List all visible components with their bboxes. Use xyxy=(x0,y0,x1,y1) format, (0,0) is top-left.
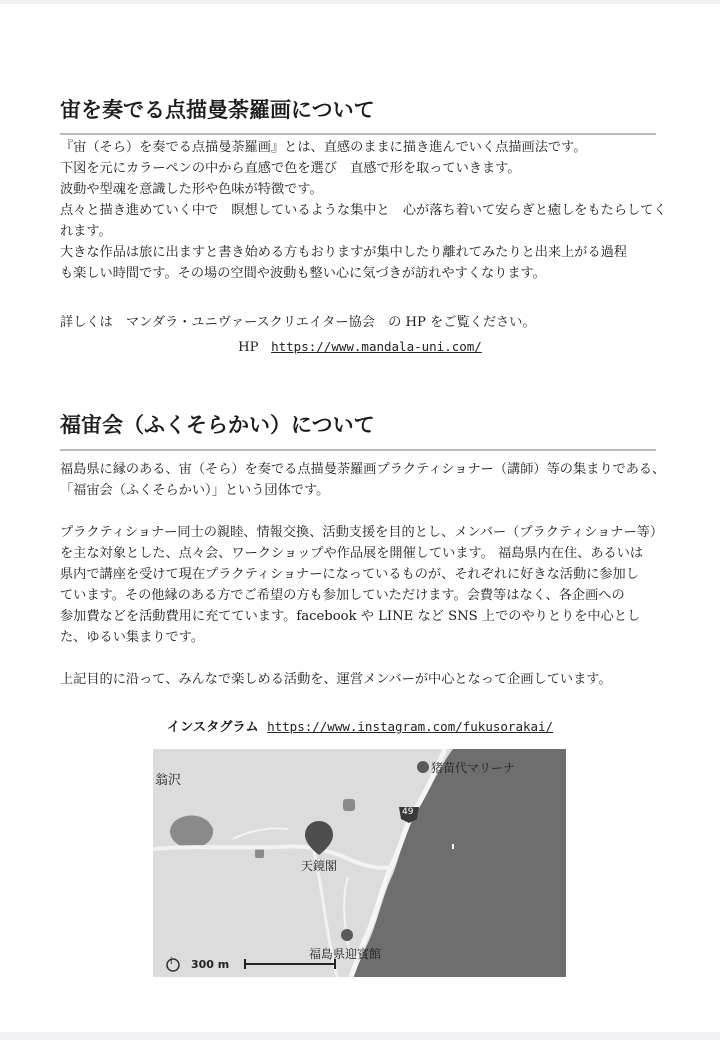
section2-line: を主な対象とした、点々会、ワークショップや作品展を開催しています。 福島県内在住、あるいは xyxy=(60,546,644,561)
label-okinazawa: 翁沢 xyxy=(155,773,182,788)
section1-body xyxy=(60,137,667,284)
details-suffix: をご覧ください。 xyxy=(430,315,536,330)
instagram-label: インスタグラム xyxy=(166,720,259,735)
section1-line: 点々と描き進めていく中で 瞑想しているような集中と 心が落ち着いて安らぎと癒しをもたらしてく xyxy=(60,203,667,218)
section1-line: 『宙（そら）を奏でる点描曼荼羅画』とは、直感のままに描き進んでいく点描画法です。 xyxy=(60,140,587,155)
details-prefix: 詳しくは マンダラ・ユニヴァースクリエイター協会 の xyxy=(60,315,402,330)
line-text: LINE xyxy=(378,609,414,624)
section2-line: 福島県に縁のある、宙（そら）を奏でる点描曼荼羅画プラクティショナー（講師）等の集まりである、 xyxy=(60,462,666,477)
label-tenkyokaku: 天鏡閣 xyxy=(301,859,338,873)
geihinkan-pin-icon xyxy=(341,929,353,941)
label-route-49: 49 xyxy=(402,807,414,817)
section2-line: ています。その他縁のある方でご希望の方も参加していただけます。会費等はなく、各企画への xyxy=(60,588,625,603)
details-hp: HP xyxy=(405,315,426,330)
section2-line: 「福宙会（ふくそらかい）」という団体です。 xyxy=(60,483,330,498)
section2-line: 県内で講座を受けて現在プラクティショナーになっているものが、それぞれに好きな活動に参加し xyxy=(60,567,639,582)
instagram-link[interactable]: https://www.instagram.com/fukusorakai/ xyxy=(267,719,554,734)
section2-para3: 上記目的に沿って、みんなで楽しめる活動を、運営メンバーが中心となって企画しています。 xyxy=(60,672,612,687)
map-patch xyxy=(343,799,355,811)
hp-label: HP xyxy=(238,340,259,355)
section1-line: 大きな作品は旅に出ますと書き始める方もおりますが集中したり離れてみたりと出来上がる過程 xyxy=(60,245,628,260)
pond-shape xyxy=(170,815,213,848)
document-page xyxy=(0,4,720,1032)
scale-label: 300 m xyxy=(191,958,230,971)
section2-line: プラクティショナー同士の親睦、情報交換、活動支援を目的とし、メンバー（プラクティショナー等） xyxy=(60,525,664,540)
facebook-text: facebook xyxy=(296,609,357,624)
label-geihinkan: 福島県迎賓館 xyxy=(309,947,382,961)
marina-pin-icon xyxy=(417,761,429,773)
hp-link[interactable]: https://www.mandala-uni.com/ xyxy=(271,339,482,354)
instagram-line xyxy=(0,716,720,735)
section2-para2 xyxy=(60,522,664,648)
section2-line: た、ゆるい集まりです。 xyxy=(60,630,205,645)
section2-divider xyxy=(60,449,656,451)
sns-text: SNS xyxy=(448,609,478,624)
details-line xyxy=(60,312,660,333)
section1-line: も楽しい時間です。その場の空間や波動も整い心に気づきが訪れやすくなります。 xyxy=(60,266,546,281)
section2-line-sns: 参加費などを活動費用に充てています。facebook や LINE など SNS 上でのやりとりを中心とし xyxy=(60,609,641,624)
section1-line: 下図を元にカラーペンの中から直感で色を選び 直感で形を取っていきます。 xyxy=(60,161,521,176)
section2-para1 xyxy=(60,459,666,501)
section1-line: 波動や型魂を意識した形や色味が特徴です。 xyxy=(60,182,323,197)
section1-divider xyxy=(60,133,656,135)
section1-heading: 宙を奏でる点描曼荼羅画について xyxy=(60,98,375,122)
map-graphic xyxy=(153,749,566,977)
section1-line: れます。 xyxy=(60,224,112,239)
label-marina: 猪苗代マリーナ xyxy=(431,761,516,775)
map-image[interactable] xyxy=(153,749,566,977)
hp-line xyxy=(0,339,720,355)
map-patch xyxy=(255,849,264,858)
section2-heading: 福宙会（ふくそらかい）について xyxy=(60,413,375,437)
info-icon-label: i xyxy=(170,957,173,967)
